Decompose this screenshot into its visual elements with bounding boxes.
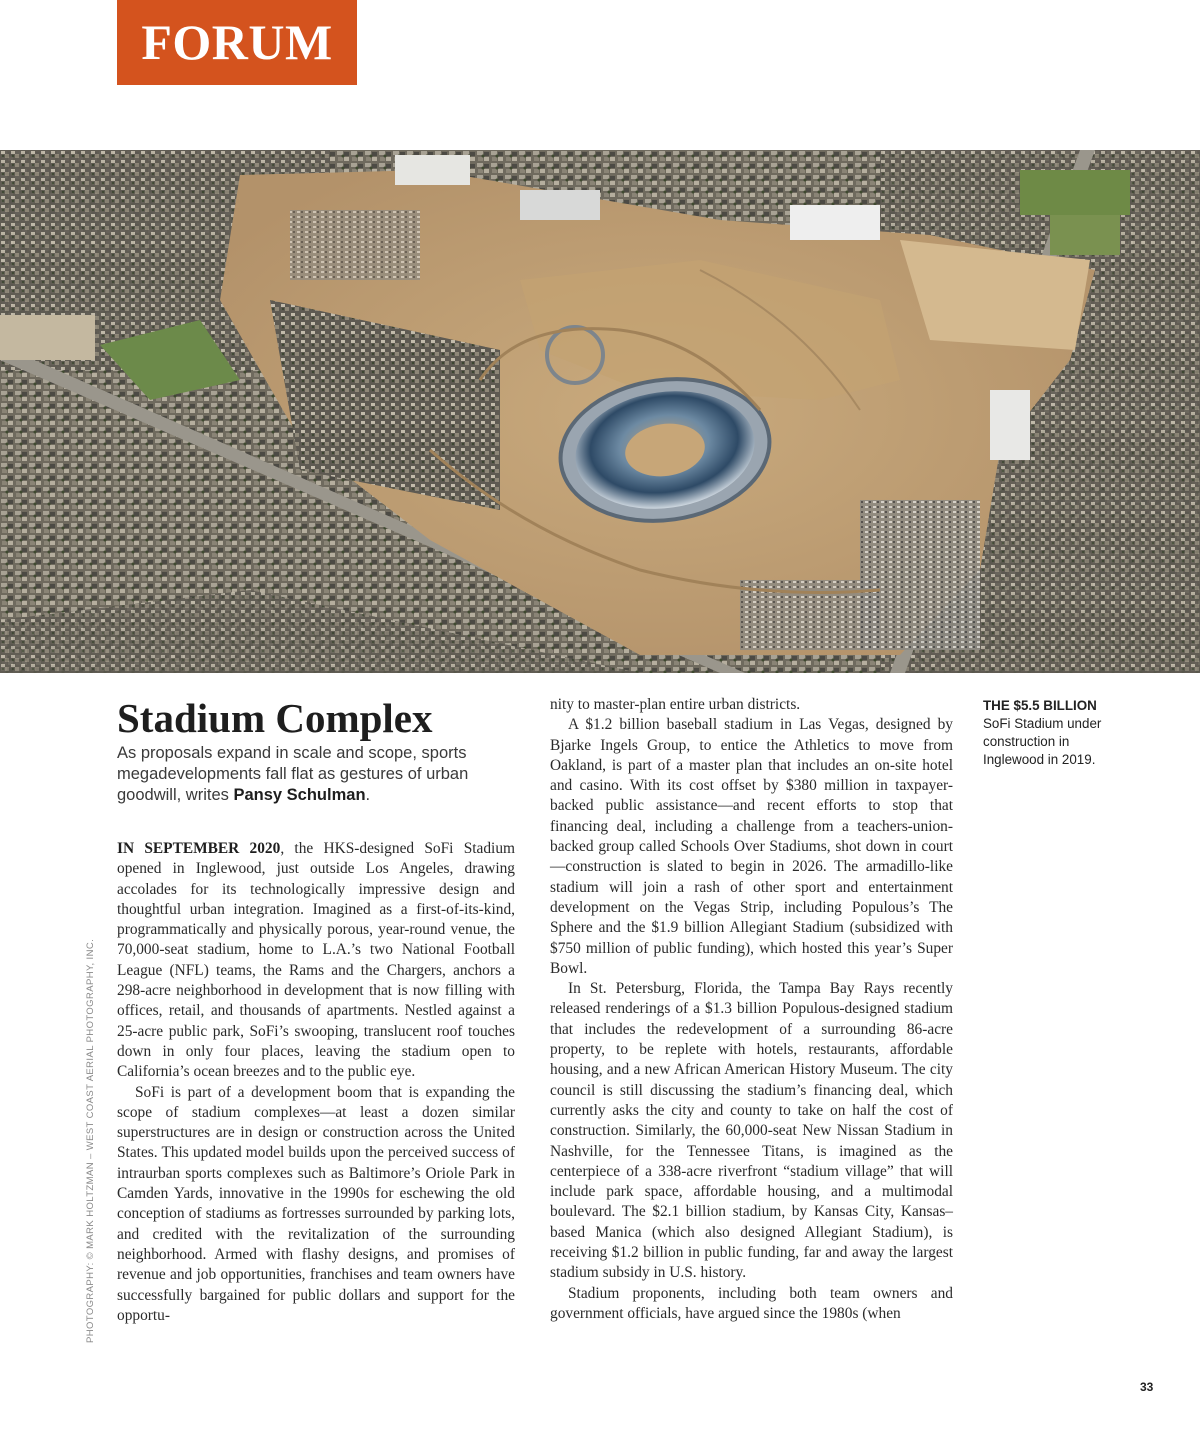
article-deck <box>117 743 517 806</box>
caption-lead: THE $5.5 BILLION <box>983 698 1097 713</box>
photo-caption <box>983 697 1113 769</box>
deck-end: . <box>365 786 371 804</box>
body-column-1 <box>117 839 515 1326</box>
article-title: Stadium Complex <box>117 695 433 741</box>
body-paragraph: In St. Petersburg, Florida, the Tampa Bay Rays recently released renderings of a $1.3 billion Populous-designed stadium that includes the redevelopment of a surrounding 86-acre property, to be replete with hotels, restaurants, affordable housing, and a new African American History Museum. The city council is still discussing the stadium’s financing deal, which currently asks the city and county to take on half the cost of construction. Similarly, the 60,000-seat New Nissan Stadium in Nashville, for the Tennessee Titans, is imagined as the centerpiece of a 338-acre riverfront “stadium village” that will include park space, affordable housing, and a multimodal boulevard. The $2.1 billion stadium, by Kansas City, Kansas–based Manica (which also designed Allegiant Stadium), is receiving $1.2 billion in public funding, far and away the largest stadium subsidy in U.S. history. <box>550 980 953 1282</box>
lead-in: IN SEPTEMBER 2020 <box>117 840 281 857</box>
body-paragraph <box>117 839 515 1083</box>
caption-text: SoFi Stadium under construction in Inglewood in 2019. <box>983 716 1102 767</box>
body-paragraph: Stadium proponents, including both team owners and government officials, have argued since the 1980s (when <box>550 1284 953 1322</box>
author-name: Pansy Schulman <box>233 786 366 804</box>
paragraph-text: , the HKS-designed SoFi Stadium opened in Inglewood, just outside Los Angeles, drawing accolades for its technologically impressive design and thoughtful urban integration. Imagined as a first-of-its-kind, programmatically and physically porous, year-round venue, the 70,000-seat stadium, home to L.A.’s two National Football League (NFL) teams, the Rams and the Chargers, anchors a 298-acre neighborhood in development that is now filling with offices, retail, and thousands of apartments. Nestled against a 25-acre public park, SoFi’s swooping, translucent roof touches down in only four places, leaving the stadium open to California’s ocean breezes and to the public eye. <box>117 840 516 1081</box>
deck-text: As proposals expand in scale and scope, sports megadevelopments fall flat as gestures of urban goodwill, writes <box>117 744 469 804</box>
body-paragraph: SoFi is part of a development boom that is expanding the scope of stadium complexes—at least a dozen similar superstructures are in design or construction across the United States. This updated model builds upon the perceived success of intraurban sports complexes such as Baltimore’s Oriole Park in Camden Yards, innovative in the 1990s for eschewing the old conception of stadiums as fortresses surrounded by parking lots, and credited with the revitalization of the surrounding neighborhood. Armed with flashy designs, and promises of revenue and job opportunities, franchises and team owners have successfully bargained for public dollars and support for the opportu- <box>117 1083 515 1324</box>
body-column-2 <box>550 695 953 1324</box>
body-paragraph-continued: nity to master-plan entire urban districts. <box>550 696 801 713</box>
page-number: 33 <box>1140 1380 1154 1394</box>
body-paragraph: A $1.2 billion baseball stadium in Las Vegas, designed by Bjarke Ingels Group, to entice the Athletics to move from Oakland, is part of a master plan that includes an on-site hotel and casino. With its cost offset by $380 million in taxpayer-backed public assistance—and recent efforts to stop that financing deal, including a challenge from a teachers-union-backed group called Schools Over Stadiums, shot down in court—construction is slated to begin in 2026. The armadillo-like stadium will join a rash of other sport and entertainment development on the Vegas Strip, including Populous’s The Sphere and the $1.9 billion Allegiant Stadium (subsidized with $750 million of public funding), which hosted this year’s Super Bowl. <box>550 716 953 977</box>
aerial-stadium-photo <box>0 150 1200 673</box>
section-label: FORUM <box>117 0 357 85</box>
photo-credit: PHOTOGRAPHY: © MARK HOLTZMAN – WEST COAST AERIAL PHOTOGRAPHY, INC. <box>85 938 96 1343</box>
